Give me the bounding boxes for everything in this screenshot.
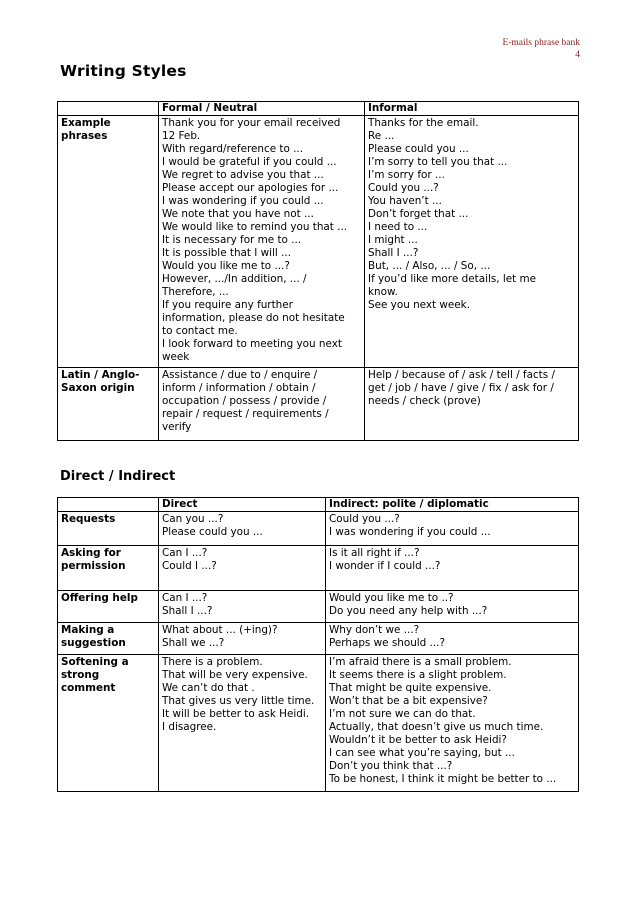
indirect-cell: Would you like me to ..? Do you need any help with ...?: [326, 591, 579, 623]
column-header: [58, 498, 159, 512]
table-row: [58, 546, 579, 591]
direct-indirect-heading: Direct / Indirect: [60, 469, 176, 484]
row-label: Offering help: [58, 591, 159, 623]
direct-cell: What about ... (+ing)? Shall we ...?: [159, 623, 326, 655]
direct-cell: There is a problem. That will be very expensive. We can’t do that . That gives us very little time. It will be better to ask Heidi. I disagree.: [159, 655, 326, 792]
page-number: 4: [575, 50, 580, 60]
table-row: [58, 655, 579, 792]
column-header-formal: Formal / Neutral: [159, 102, 365, 116]
column-header-indirect: Indirect: polite / diplomatic: [326, 498, 579, 512]
row-label: Softening a strong comment: [58, 655, 159, 792]
row-label: Latin / Anglo- Saxon origin: [58, 368, 159, 441]
row-label: Example phrases: [58, 116, 159, 368]
writing-styles-table: [57, 101, 579, 441]
writing-styles-heading: Writing Styles: [60, 62, 187, 80]
column-header-informal: Informal: [365, 102, 579, 116]
direct-indirect-table: [57, 497, 579, 792]
informal-cell: Help / because of / ask / tell / facts / get / job / have / give / fix / ask for / needs / check (prove): [365, 368, 579, 441]
indirect-cell: I’m afraid there is a small problem. It seems there is a slight problem. That might be quite expensive. Won’t that be a bit expensive? I’m not sure we can do that. Actually, that doesn’t give us much time. Wouldn’t it be better to ask Heidi? I can see what you’re saying, but ... Don’t you think that ...? To be honest, I think it might be better to ...: [326, 655, 579, 792]
row-label: Requests: [58, 512, 159, 546]
table-header-row: [58, 102, 579, 116]
formal-cell: Assistance / due to / enquire / inform / information / obtain / occupation / possess / provide / repair / request / requirements / verify: [159, 368, 365, 441]
header-title: E-mails phrase bank: [502, 38, 580, 48]
table-row: [58, 512, 579, 546]
formal-cell: Thank you for your email received 12 Feb. With regard/reference to ... I would be grateful if you could ... We regret to advise you that ... Please accept our apologies for ... I was wondering if you could ... We note that you have not ... We would like to remind you that ... It is necessary for me to ... It is possible that I will ... Would you like me to ...? However, .../In addition, ... / Therefore, ... If you require any further information, please do not hesitate to contact me. I look forward to meeting you next week: [159, 116, 365, 368]
row-label: Asking for permission: [58, 546, 159, 591]
column-header-direct: Direct: [159, 498, 326, 512]
row-label: Making a suggestion: [58, 623, 159, 655]
table-row: [58, 623, 579, 655]
table-header-row: [58, 498, 579, 512]
indirect-cell: Could you ...? I was wondering if you could ...: [326, 512, 579, 546]
direct-cell: Can you ...? Please could you ...: [159, 512, 326, 546]
indirect-cell: Is it all right if ...? I wonder if I could ...?: [326, 546, 579, 591]
table-row: [58, 116, 579, 368]
informal-cell: Thanks for the email. Re ... Please could you ... I’m sorry to tell you that ... I’m sorry for ... Could you ...? You haven’t ... Don’t forget that ... I need to ... I might ... Shall I ...? But, ... / Also, ... / So, ... If you’d like more details, let me know. See you next week.: [365, 116, 579, 368]
table-row: [58, 368, 579, 441]
indirect-cell: Why don’t we ...? Perhaps we should ...?: [326, 623, 579, 655]
table-row: [58, 591, 579, 623]
page-header: [502, 37, 580, 61]
direct-cell: Can I ...? Could I ...?: [159, 546, 326, 591]
direct-cell: Can I ...? Shall I ...?: [159, 591, 326, 623]
column-header: [58, 102, 159, 116]
